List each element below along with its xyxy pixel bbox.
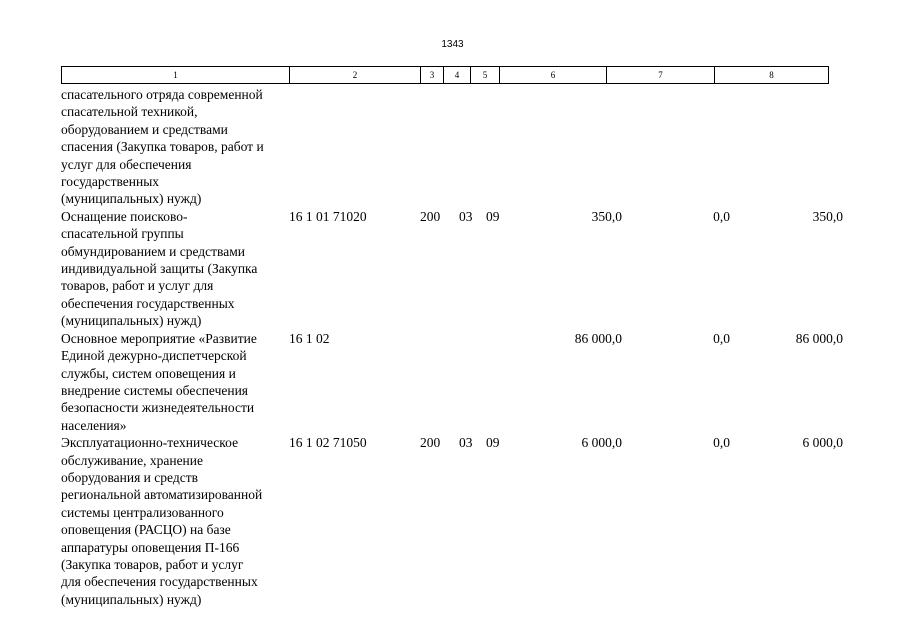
row-section: 03	[459, 208, 473, 224]
header-col-5: 5	[471, 67, 500, 84]
row-value-col7: 0,0	[713, 330, 730, 346]
row-value-col6: 350,0	[591, 208, 622, 224]
row-target-code: 16 1 01 71020	[289, 208, 367, 224]
header-col-4: 4	[444, 67, 471, 84]
row-value-col8: 6 000,0	[802, 435, 843, 451]
page-number: 1343	[441, 39, 464, 50]
header-col-1: 1	[62, 67, 290, 84]
header-col-8: 8	[715, 67, 829, 84]
header-col-6: 6	[500, 67, 607, 84]
row-description: Эксплуатационно-техническое обслуживание, хранение оборудования и средств региональной автоматизированной системы централизованного оповещения (РАСЦО) на базе аппаратуры оповещения П-166 (Закупка товаров, работ и услуг для обеспечения государственных (муниципальных) нужд)	[61, 435, 263, 607]
row-section: 03	[459, 435, 473, 451]
row-description: Основное мероприятие «Развитие Единой дежурно-диспетчерской службы, систем оповещения и внедрение системы обеспечения безопасности жизнедеятельности населения»	[61, 330, 257, 433]
column-number-header	[61, 66, 829, 84]
table-row	[61, 330, 843, 434]
row-value-col8: 86 000,0	[795, 330, 843, 346]
header-row	[62, 67, 829, 84]
row-description: Оснащение поисково- спасательной группы обмундированием и средствами индивидуальной защиты (Закупка товаров, работ и услуг для обеспечения государственных (муниципальных) нужд)	[61, 208, 258, 329]
row-target-code: 16 1 02	[289, 330, 330, 346]
budget-rows	[61, 86, 843, 608]
row-subsection: 09	[486, 435, 500, 451]
row-target-code: 16 1 02 71050	[289, 435, 367, 451]
table-row	[61, 208, 843, 330]
table-row	[61, 434, 843, 608]
row-value-col8: 350,0	[812, 208, 843, 224]
row-subsection: 09	[486, 208, 500, 224]
row-description: спасательного отряда современной спасательной техникой, оборудованием и средствами спасения (Закупка товаров, работ и услуг для обеспечения государственных (муниципальных) нужд)	[61, 87, 264, 207]
row-expense-type: 200	[420, 435, 441, 451]
header-col-3: 3	[421, 67, 444, 84]
row-value-col7: 0,0	[713, 208, 730, 224]
table-row	[61, 86, 843, 208]
header-col-7: 7	[607, 67, 715, 84]
header-col-2: 2	[290, 67, 421, 84]
row-value-col6: 6 000,0	[581, 435, 622, 451]
row-value-col6: 86 000,0	[574, 330, 622, 346]
row-value-col7: 0,0	[713, 435, 730, 451]
row-expense-type: 200	[420, 208, 441, 224]
